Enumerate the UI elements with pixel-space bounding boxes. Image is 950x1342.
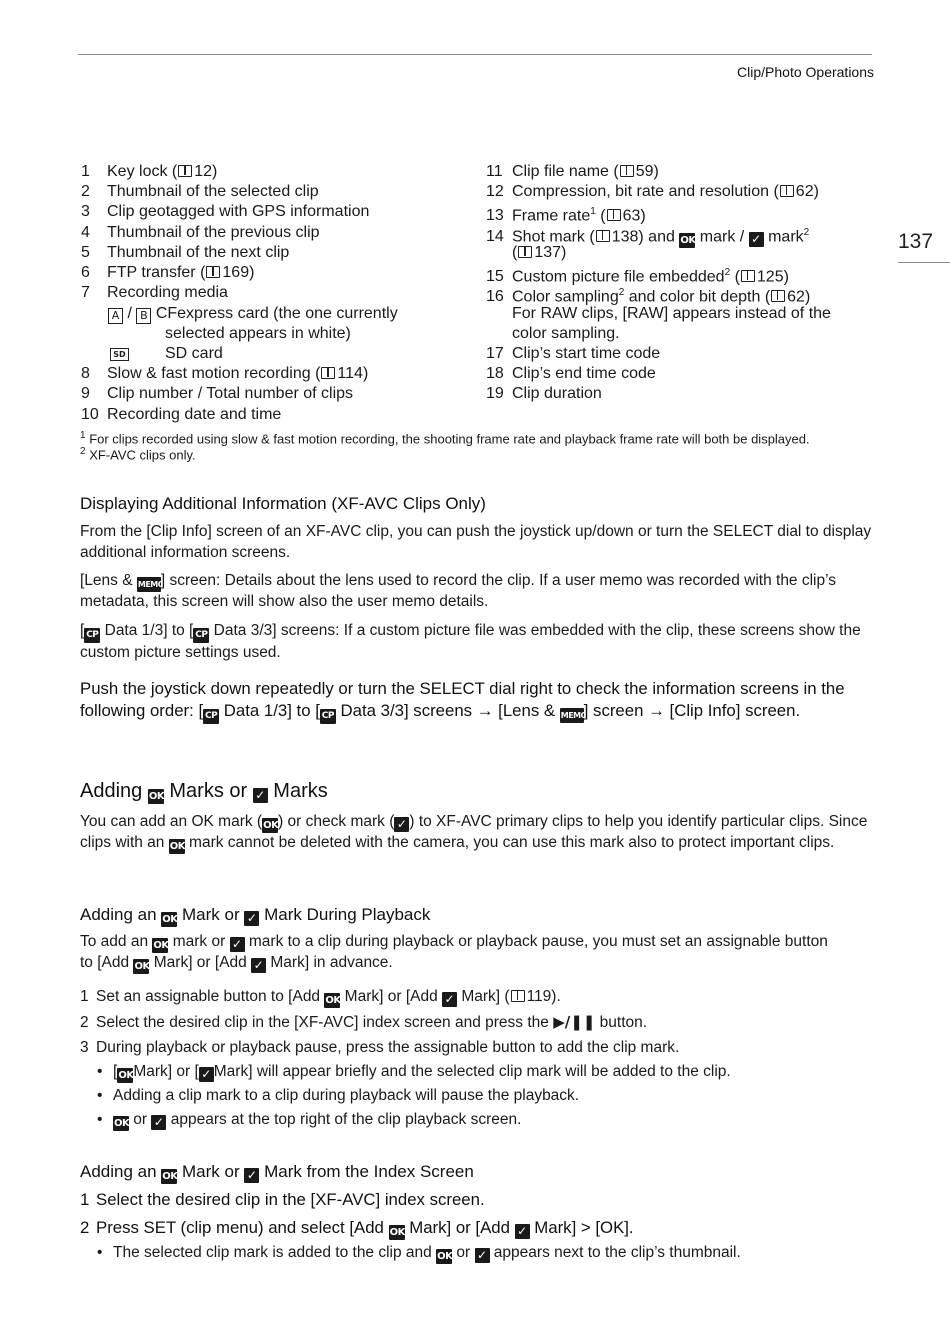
section-heading-adding-marks: Adding OK Marks or ✓ Marks: [80, 780, 328, 802]
ok-mark-icon: OK: [153, 940, 169, 951]
legend-item-12: 12 Compression, bit rate and resolution ( 62): [486, 183, 819, 200]
step-during-2: 2 Select the desired clip in the [XF-AVC] index screen and press the ▶/❚❚ button.: [80, 1013, 648, 1031]
legend-item-7: 7 Recording media: [81, 284, 228, 301]
book-ref-icon: [321, 367, 335, 379]
section-heading-during-playback: Adding an OK Mark or ✓ Mark During Playback: [80, 905, 431, 925]
bullet-during-1: • [OKMark] or [ ✓ Mark] will appear briefly and the selected clip mark will be added to the clip.: [97, 1063, 731, 1081]
check-mark-icon: ✓: [442, 992, 457, 1007]
legend-item-13: 13 Frame rate$^1$ ( 63): [486, 206, 646, 225]
book-ref-icon: [620, 165, 634, 177]
check-mark-icon: ✓: [244, 1168, 259, 1183]
check-mark-icon: ✓: [251, 958, 266, 973]
ok-mark-icon: OK: [437, 1251, 453, 1262]
book-ref-icon: [596, 230, 610, 242]
legend-item-5: 5 Thumbnail of the next clip: [81, 244, 290, 261]
legend-item-18: 18 Clip’s end time code: [486, 365, 656, 382]
memo-icon: MEMO: [137, 577, 161, 592]
legend-item-19: 19 Clip duration: [486, 385, 602, 402]
step-during-1: 1 Set an assignable button to [Add OK Mark] or [Add ✓ Mark] ( 119).: [80, 988, 561, 1006]
paragraph-during-playback: To add an OK mark or ✓ mark to a clip during playback or playback pause, you must set an assignable button to [Add OK Mark] or [Add ✓ Mark] in advance.: [80, 933, 828, 972]
ok-mark-icon: OK: [118, 1070, 134, 1081]
book-ref-icon: [780, 185, 794, 197]
legend-item-14: 14 Shot mark ( 138) and OK mark / ✓ mark$^2$: [486, 227, 810, 247]
legend-item-16-line2: For RAW clips, [RAW] appears instead of the: [512, 305, 831, 322]
book-ref-icon: [206, 266, 220, 278]
book-ref-icon: [518, 246, 532, 258]
custom-picture-icon: CP: [84, 628, 100, 643]
ok-mark-icon: OK: [325, 995, 341, 1006]
media-sd: [110, 344, 129, 364]
header-rule: [78, 54, 872, 55]
ok-mark-icon: OK: [389, 1227, 405, 1238]
paragraph-additional-2: [Lens & MEMO] screen: Details about the lens used to record the clip. If a user memo was recorded with the clip’s metadata, this screen will show also the user memo details.: [80, 572, 837, 610]
check-mark-icon: ✓: [230, 937, 245, 952]
paragraph-additional-3: [ CP Data 1/3] to [ CP Data 3/3] screens: If a custom picture file was embedded with the clip, these screens show the custom picture settings used.: [80, 622, 861, 661]
step-during-3: 3 During playback or playback pause, press the assignable button to add the clip mark.: [80, 1039, 680, 1056]
legend-item-11: 11 Clip file name ( 59): [486, 163, 659, 180]
ok-mark-icon: OK: [680, 235, 696, 247]
check-mark-icon: ✓: [475, 1248, 490, 1263]
book-ref-icon: [511, 990, 525, 1002]
legend-item-10: 10 Recording date and time: [81, 406, 282, 423]
check-mark-icon: ✓: [253, 788, 268, 803]
legend-item-14-cont: ( 137): [512, 244, 567, 261]
bullet-index-1: • The selected clip mark is added to the clip and OK or ✓ appears next to the clip’s thumbnail.: [97, 1244, 741, 1262]
footnote-2: $^2$ XF-AVC clips only.: [80, 446, 196, 463]
section-heading-additional-info: Displaying Additional Information (XF-AVC Clips Only): [80, 494, 486, 513]
ok-mark-icon: OK: [169, 841, 185, 852]
legend-item-3: 3 Clip geotagged with GPS information: [81, 203, 370, 220]
legend-item-8: 8 Slow & fast motion recording ( 114): [81, 365, 369, 382]
media-cfexpress: A / B CFexpress card (the one currently: [108, 304, 398, 324]
legend-item-2: 2 Thumbnail of the selected clip: [81, 183, 319, 200]
check-mark-icon: ✓: [394, 817, 409, 832]
step-index-1: 1 Select the desired clip in the [XF-AVC] index screen.: [80, 1190, 485, 1209]
ok-mark-icon: OK: [134, 961, 150, 972]
card-a-icon: A: [108, 308, 123, 324]
ok-mark-icon: OK: [263, 820, 279, 831]
page-number-rule: [898, 262, 950, 263]
legend-item-17: 17 Clip’s start time code: [486, 345, 661, 362]
page-number: 137: [898, 230, 934, 253]
media-sd-label: SD card: [165, 345, 223, 362]
check-mark-icon: ✓: [199, 1067, 214, 1082]
card-b-icon: B: [136, 308, 151, 324]
footnote-1: $^1$ For clips recorded using slow & fast motion recording, the shooting frame rate and playback frame rate will both be displayed.: [80, 430, 810, 447]
custom-picture-icon: CP: [193, 628, 209, 643]
legend-item-6: 6 FTP transfer ( 169): [81, 264, 255, 281]
ok-mark-icon: OK: [162, 1171, 178, 1182]
step-index-2: 2 Press SET (clip menu) and select [Add OK Mark] or [Add ✓ Mark] > [OK].: [80, 1218, 634, 1238]
book-ref-icon: [741, 270, 755, 282]
sd-card-icon: SD: [110, 348, 129, 361]
custom-picture-icon: CP: [320, 709, 336, 724]
legend-item-9: 9 Clip number / Total number of clips: [81, 385, 354, 402]
ok-mark-icon: OK: [114, 1118, 130, 1129]
check-mark-icon: ✓: [515, 1224, 530, 1239]
section-heading-index-screen: Adding an OK Mark or ✓ Mark from the Index Screen: [80, 1162, 474, 1182]
paragraph-adding-marks: You can add an OK mark (OK) or check mark ( ✓ ) to XF-AVC primary clips to help you identify particular clips. Since clips with an OK mark cannot be deleted with the camera, you can use this mark also to protect important clips.: [80, 813, 868, 852]
ok-mark-icon: OK: [162, 914, 178, 925]
paragraph-additional-1: From the [Clip Info] screen of an XF-AVC clip, you can push the joystick up/down or turn the SELECT dial to display additional information screens.: [80, 523, 872, 561]
bullet-during-3: • OK or ✓ appears at the top right of the clip playback screen.: [97, 1111, 522, 1129]
memo-icon: MEMO: [560, 708, 584, 723]
book-ref-icon: [607, 209, 621, 221]
check-mark-icon: ✓: [151, 1115, 166, 1130]
bullet-during-2: • Adding a clip mark to a clip during playback will pause the playback.: [97, 1087, 580, 1104]
book-ref-icon: [178, 165, 192, 177]
check-mark-icon: ✓: [749, 232, 764, 247]
paragraph-additional-order: Push the joystick down repeatedly or turn the SELECT dial right to check the information screens in the following order: [ CP Data 1/3] to [ CP Data 3/3] screens → [Lens & MEMO] screen → [Clip Info] screen.: [80, 678, 890, 724]
legend-item-16: 16 Color sampling$^2$ and color bit depth ( 62): [486, 287, 811, 306]
ok-mark-icon: OK: [148, 791, 165, 802]
legend-item-1: 1 Key lock ( 12): [81, 163, 218, 180]
book-ref-icon: [771, 290, 785, 302]
play-pause-icon: ▶/❚❚: [553, 1013, 596, 1031]
legend-item-15: 15 Custom picture file embedded$^2$ ( 125): [486, 267, 789, 286]
check-mark-icon: ✓: [244, 911, 259, 926]
custom-picture-icon: CP: [203, 709, 219, 724]
running-header: Clip/Photo Operations: [737, 64, 874, 80]
media-cfexpress-cont: selected appears in white): [165, 325, 351, 342]
legend-item-4: 4 Thumbnail of the previous clip: [81, 224, 320, 241]
legend-item-16-line3: color sampling.: [512, 325, 620, 342]
